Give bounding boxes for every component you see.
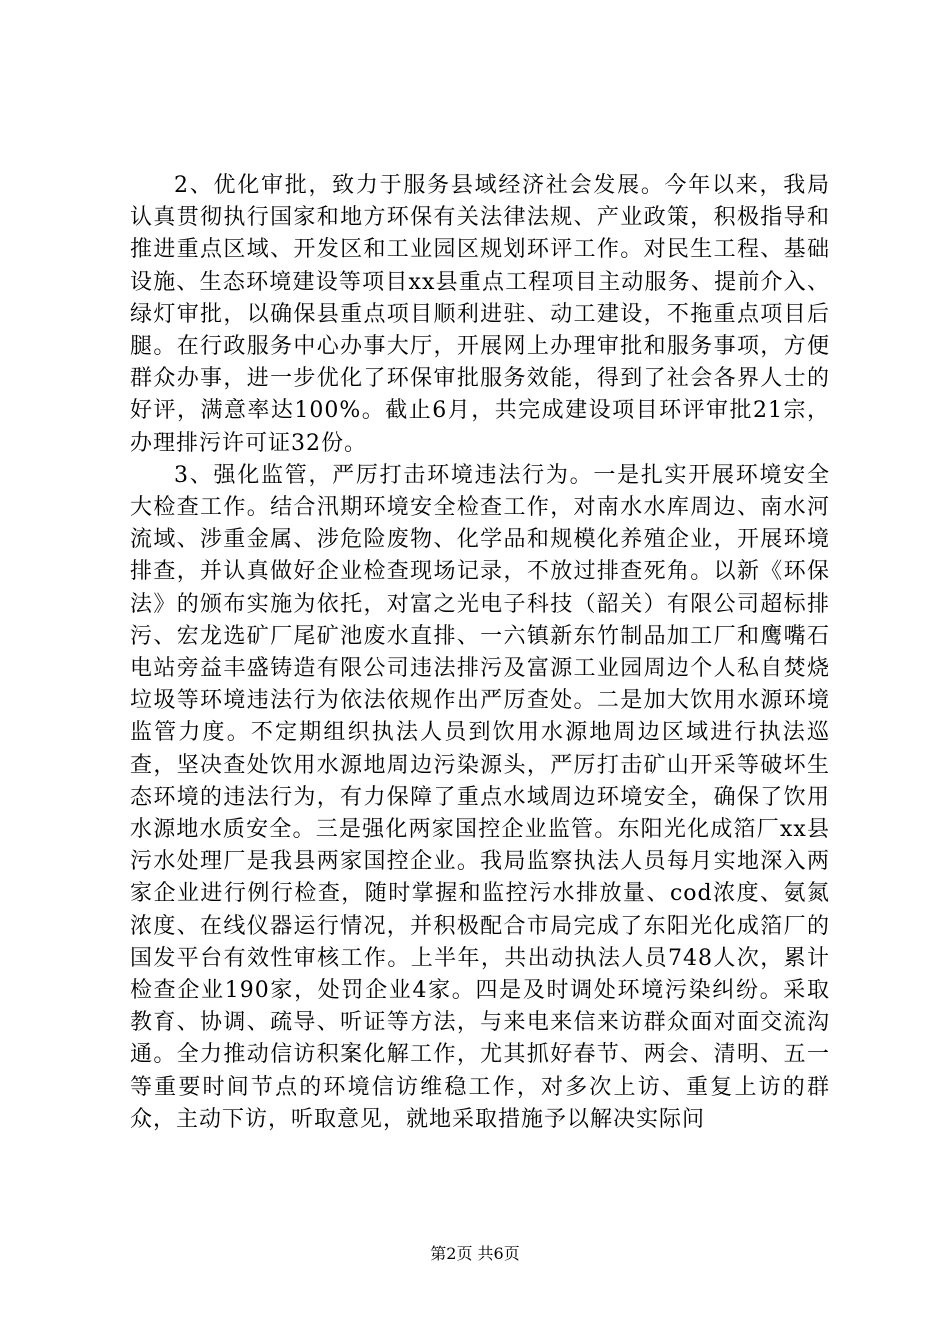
paragraph-approval: 2、优化审批，致力于服务县域经济社会发展。今年以来，我局认真贯彻执行国家和地方环保有关法律法规、产业政策，积极指导和推进重点区域、开发区和工业园区规划环评工作。对民生工程、基础设施、生态环境建设等项目xx县重点工程项目主动服务、提前介入、绿灯审批，以确保县重点项目顺利进驻、动工建设，不拖重点项目后腿。在行政服务中心办事大厅，开展网上办理审批和服务事项，方便群众办事，进一步优化了环保审批服务效能，得到了社会各界人士的好评，满意率达100%。截止6月，共完成建设项目环评审批21宗，办理排污许可证32份。 <box>130 173 830 456</box>
document-body <box>130 170 830 1136</box>
paragraph-supervision: 3、强化监管，严厉打击环境违法行为。一是扎实开展环境安全大检查工作。结合汛期环境安全检查工作，对南水水库周边、南水河流域、涉重金属、涉危险废物、化学品和规模化养殖企业，开展环境排查，并认真做好企业检查现场记录，不放过排查死角。以新《环保法》的颁布实施为依托，对富之光电子科技（韶关）有限公司超标排污、宏龙选矿厂尾矿池废水直排、一六镇新东竹制品加工厂和鹰嘴石电站旁益丰盛铸造有限公司违法排污及富源工业园周边个人私自焚烧垃圾等环境违法行为依法依规作出严厉查处。二是加大饮用水源环境监管力度。不定期组织执法人员到饮用水源地周边区域进行执法巡查，坚决查处饮用水源地周边污染源头，严厉打击矿山开采等破坏生态环境的违法行为，有力保障了重点水域周边环境安全，确保了饮用水源地水质安全。三是强化两家国控企业监管。东阳光化成箔厂xx县污水处理厂是我县两家国控企业。我局监察执法人员每月实地深入两家企业进行例行检查，随时掌握和监控污水排放量、cod浓度、氨氮浓度、在线仪器运行情况，并积极配合市局完成了东阳光化成箔厂的国发平台有效性审核工作。上半年，共出动执法人员748人次，累计检查企业190家，处罚企业4家。四是及时调处环境污染纠纷。采取教育、协调、疏导、听证等方法，与来电来信来访群众面对面交流沟通。全力推动信访积案化解工作，尤其抓好春节、两会、清明、五一等重要时间节点的环境信访维稳工作，对多次上访、重复上访的群众，主动下访，听取意见，就地采取措施予以解决实际问 <box>130 462 830 1132</box>
page-number: 第2页 <box>430 1244 473 1263</box>
page-total: 共6页 <box>477 1244 520 1263</box>
page-footer <box>0 1244 950 1264</box>
